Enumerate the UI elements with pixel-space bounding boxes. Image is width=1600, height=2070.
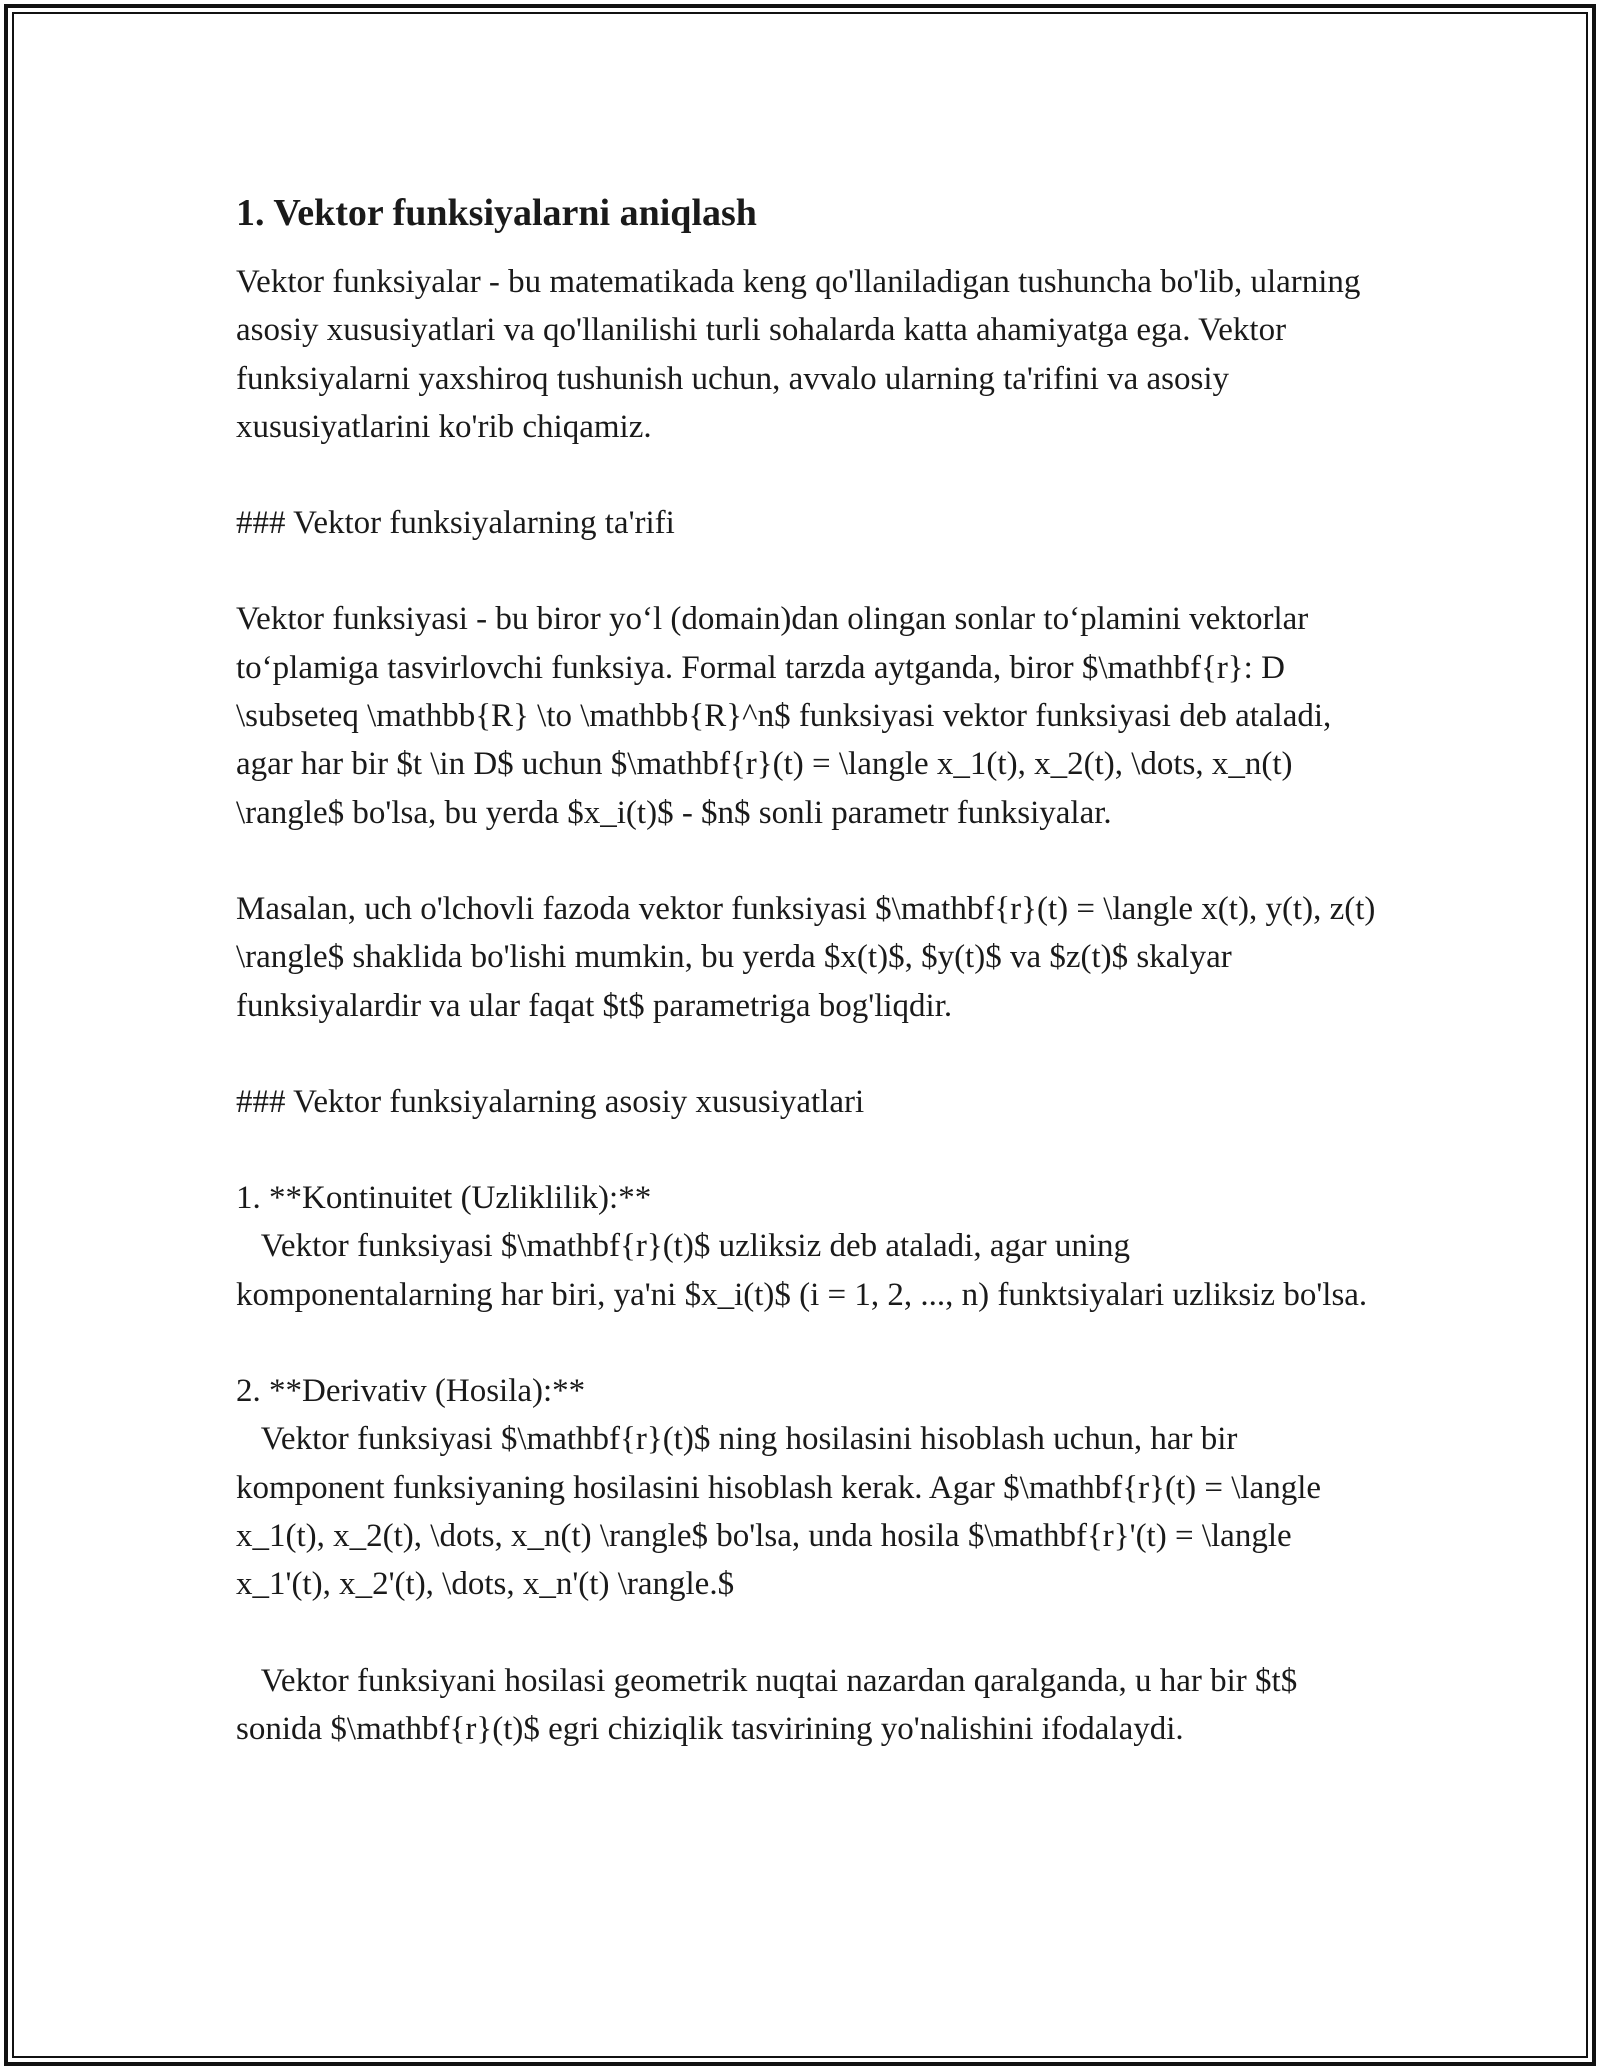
example-paragraph: Masalan, uch o'lchovli fazoda vektor funksiyasi $\mathbf{r}(t) = \langle x(t), y(t), z(t) \rangle$ shaklida bo'lishi mumkin, bu yerda $x(t)$, $y(t)$ va $z(t)$ skalyar funksiyalardir va ular faqat $t$ parametriga bog'liqdir. [236, 890, 1384, 1024]
definition-paragraph: Vektor funksiyasi - bu biror yo‘l (domain)dan olingan sonlar to‘plamini vektorlar to‘plamiga tasvirlovchi funksiya. Formal tarzda aytganda, biror $\mathbf{r}: D \subseteq \mathbb{R} \to \mathbb{R}^n$ funksiyasi vektor funksiyasi deb ataladi, agar har bir $t \in D$ uchun $\mathbf{r}(t) = \langle x_1(t), x_2(t), \dots, x_n(t) \rangle$ bo'lsa, bu yerda $x_i(t)$ - $n$ sonli parametr funksiyalar. [236, 601, 1340, 831]
spacer [236, 1126, 1386, 1174]
intro-paragraph: Vektor funksiyalar - bu matematikada keng qo'llaniladigan tushuncha bo'lib, ularning asosiy xususiyatlari va qo'llanilishi turli sohalarda katta ahamiyatga ega. Vektor funksiyalarni yaxshiroq tushunish uchun, avvalo ularning ta'rifini va asosiy xususiyatlarini ko'rib chiqamiz. [236, 264, 1369, 445]
list-item-continuity: 1. **Kontinuitet (Uzliklilik):** Vektor funksiyasi $\mathbf{r}(t)$ uzliksiz deb ataladi, agar uning komponentalarning har biri, ya'ni $x_i(t)$ (i = 1, 2, ..., n) funktsiyalari uzliksiz bo'lsa. [236, 1180, 1368, 1313]
spacer [236, 547, 1386, 595]
subheading-properties: ### Vektor funksiyalarning asosiy xususiyatlari [236, 1083, 865, 1120]
document-body [236, 188, 1386, 1753]
section-title: 1. Vektor funksiyalarni aniqlash [236, 192, 757, 234]
spacer [236, 1319, 1386, 1367]
spacer [236, 451, 1386, 499]
subheading-definition: ### Vektor funksiyalarning ta'rifi [236, 505, 675, 542]
spacer [236, 837, 1386, 885]
derivative-geometry-paragraph: Vektor funksiyani hosilasi geometrik nuqtai nazardan qaralganda, u har bir $t$ sonida $\mathbf{r}(t)$ egri chiziqlik tasvirining yo'nalishini ifodalaydi. [236, 1662, 1306, 1747]
spacer [236, 1030, 1386, 1078]
list-item-derivative: 2. **Derivativ (Hosila):** Vektor funksiyasi $\mathbf{r}(t)$ ning hosilasini hisoblash uchun, har bir komponent funksiyaning hosilasini hisoblash kerak. Agar $\mathbf{r}(t) = \langle x_1(t), x_2(t), \dots, x_n(t) \rangle$ bo'lsa, unda hosila $\mathbf{r}'(t) = \langle x_1'(t), x_2'(t), \dots, x_n'(t) \rangle.$ [236, 1373, 1322, 1603]
spacer [236, 1609, 1386, 1657]
